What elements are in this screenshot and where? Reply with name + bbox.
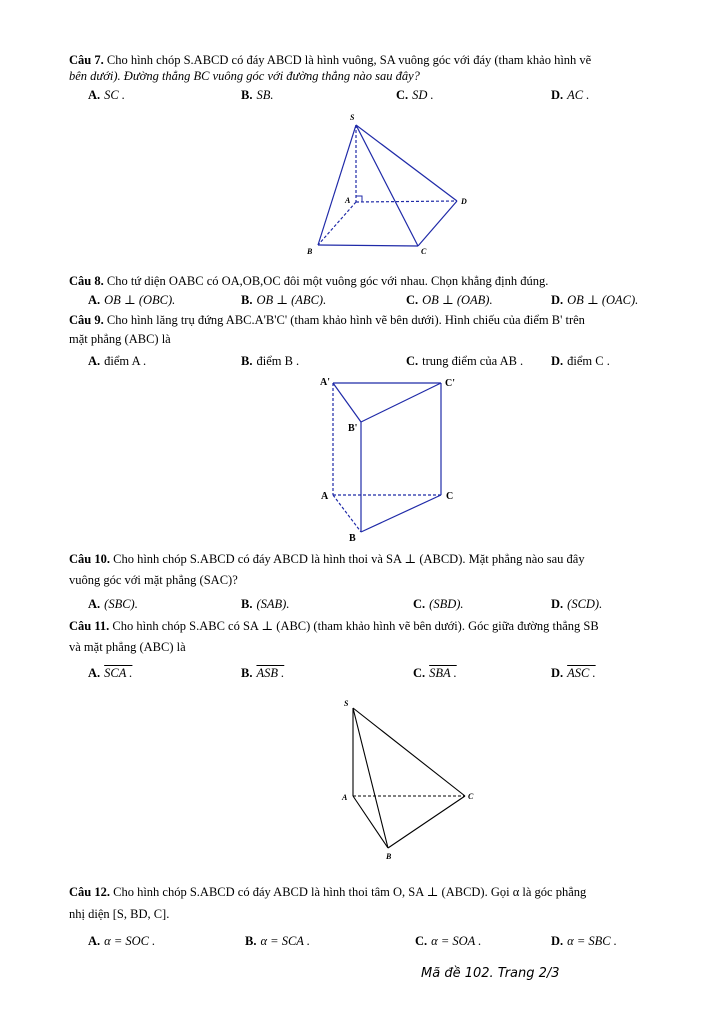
q11-label-b: B (386, 852, 392, 861)
q9-line1: Câu 9. Cho hình lăng trụ đứng ABC.A'B'C' (tham khảo hình vẽ bên dưới). Hình chiếu của điểm B' trên (69, 313, 585, 327)
q7-label-a: A (345, 196, 351, 205)
q7-pyramid-figure (300, 108, 480, 258)
q11-pyramid-figure (335, 696, 485, 866)
q11-label-a: A (342, 793, 348, 802)
q7-label-d: D (461, 197, 467, 206)
q12-label: Câu 12. (69, 885, 110, 899)
q9-label-b: B (349, 533, 356, 544)
q7-label-s: S (350, 113, 355, 122)
q9-answer-b[interactable]: B. điểm B . (241, 354, 300, 368)
q10-answer-a[interactable]: A. (SBC). (88, 597, 138, 611)
q12-line1: Câu 12. Cho hình chóp S.ABCD có đáy ABCD là hình thoi tâm O, SA ⊥ (ABCD). Gọi α là góc phẳng (69, 885, 587, 899)
q11-answer-a[interactable]: A. SCA . (88, 666, 133, 680)
q12-answer-c[interactable]: C. α = SOA . (415, 934, 482, 948)
q7-label-b: B (307, 247, 313, 256)
q9-prism-figure (315, 372, 465, 544)
q9-label-a: A (321, 491, 329, 502)
q8-answer-c[interactable]: C. OB ⊥ (OAB). (406, 293, 493, 307)
q12-line2: nhị diện [S, BD, C]. (69, 907, 170, 921)
q7-label: Câu 7. (69, 53, 104, 67)
q7-line2: bên dưới). Đường thẳng BC vuông góc với đường thẳng nào sau đây? (69, 69, 420, 83)
q8-label: Câu 8. (69, 274, 104, 288)
q7-answer-d[interactable]: D. AC . (551, 88, 590, 102)
q7-answer-a[interactable]: A. SC . (88, 88, 125, 102)
q12-answer-a[interactable]: A. α = SOC . (88, 934, 156, 948)
q8-answer-b[interactable]: B. OB ⊥ (ABC). (241, 293, 327, 307)
q9-label-b1: B' (348, 423, 358, 434)
q11-label-s: S (344, 699, 349, 708)
q7-answer-c[interactable]: C. SD . (396, 88, 434, 102)
q7-line1 (69, 53, 591, 68)
q7-label-c: C (421, 247, 427, 256)
q7-text1: Cho hình chóp S.ABCD có đáy ABCD là hình vuông, SA vuông góc với đáy (tham khảo hình vẽ (106, 53, 592, 67)
q12-answer-d[interactable]: D. α = SBC . (551, 934, 617, 948)
q11-label-c: C (468, 792, 474, 801)
q11-label: Câu 11. (69, 619, 110, 633)
q9-label-c: C (446, 491, 454, 502)
q10-label: Câu 10. (69, 552, 110, 566)
q9-label: Câu 9. (69, 313, 104, 327)
q10-answer-d[interactable]: D. (SCD). (551, 597, 603, 611)
q10-line1: Câu 10. Cho hình chóp S.ABCD có đáy ABCD là hình thoi và SA ⊥ (ABCD). Mặt phẳng nào sau đây (69, 552, 585, 566)
q8-line1: Câu 8. Cho tứ diện OABC có OA,OB,OC đôi một vuông góc với nhau. Chọn khẳng định đúng. (69, 274, 549, 288)
q11-answer-b[interactable]: B. ASB . (241, 666, 285, 680)
q11-line2: và mặt phẳng (ABC) là (69, 640, 186, 654)
q8-answer-a[interactable]: A. OB ⊥ (OBC). (88, 293, 176, 307)
q9-answer-a[interactable]: A. điểm A . (88, 354, 147, 368)
q11-answer-d[interactable]: D. ASC . (551, 666, 596, 680)
q11-line1: Câu 11. Cho hình chóp S.ABC có SA ⊥ (ABC) (tham khảo hình vẽ bên dưới). Góc giữa đường thẳng SB (69, 619, 599, 633)
q9-answer-d[interactable]: D. điểm C . (551, 354, 610, 368)
page-footer: Mã đề 102. Trang 2/3 (421, 966, 560, 981)
q9-label-c1: C' (445, 378, 455, 389)
q9-label-a1: A' (320, 377, 330, 388)
q10-line2: vuông góc với mặt phẳng (SAC)? (69, 573, 238, 587)
q10-answer-b[interactable]: B. (SAB). (241, 597, 290, 611)
q9-answer-c[interactable]: C. trung điểm của AB . (406, 354, 524, 368)
q10-answer-c[interactable]: C. (SBD). (413, 597, 464, 611)
q8-answer-d[interactable]: D. OB ⊥ (OAC). (551, 293, 639, 307)
q12-answer-b[interactable]: B. α = SCA . (245, 934, 310, 948)
q7-answer-b[interactable]: B. SB. (241, 88, 274, 102)
q9-line2: mặt phẳng (ABC) là (69, 332, 171, 346)
q11-answer-c[interactable]: C. SBA . (413, 666, 457, 680)
